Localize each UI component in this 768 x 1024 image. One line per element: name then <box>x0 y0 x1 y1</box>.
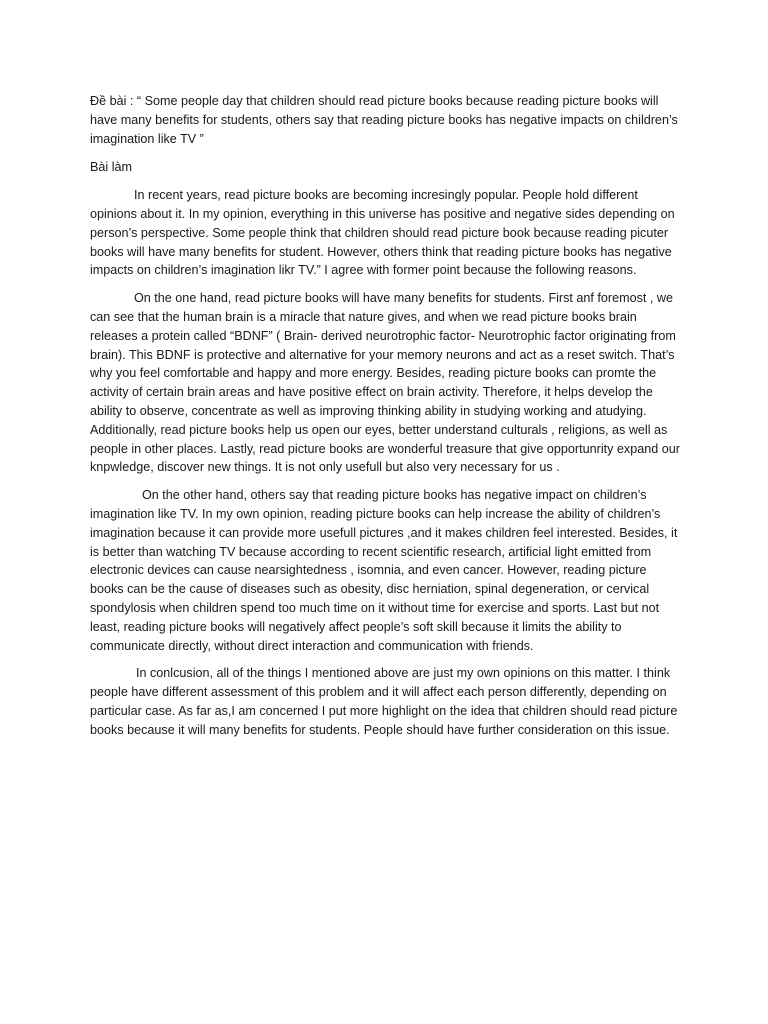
paragraph-benefits: On the one hand, read picture books will have many benefits for students. First anf foremost , we can see that the human brain is a miracle that nature gives, and when we read picture books brain releases a protein called “BDNF” ( Brain- derived neurotrophic factor- Neurotrophic factor originating from brain). This BDNF is protective and alternative for your memory neurons and act as a reset switch. That’s why you feel comfortable and happy and more energy. Besides, reading picture books can promte the activity of certain brain areas and have positive effect on brain activity. Therefore, it helps develop the ability to observe, concentrate as well as improving thinking ability in studying working and atudying. Additionally, read picture books help us open our eyes, better understand culturals , religions, as well as people in other places. Lastly, read picture books are wonderful treasure that give opportunrity expand our knpwledge, discover new things. It is not only usefull but also very necessary for us . <box>90 291 680 475</box>
paragraph-conclusion: In conlcusion, all of the things I mentioned above are just my own opinions on this matter. I think people have different assessment of this problem and it will affect each person differently, depending on particular case. As far as,I am concerned I put more highlight on the idea that children should read picture books because it will many benefits for students. People should have further consideration on this issue. <box>90 666 678 737</box>
answer-label: Bài làm <box>90 160 132 175</box>
paragraph-negative-impacts: On the other hand, others say that reading picture books has negative impact on children’s imagination like TV. In my own opinion, reading picture books can help increase the ability of children’s imagination because it can provide more usefull pictures ,and it makes children feel interested. Besides, it is better than watching TV because according to recent scientific research, artificial light emitted from electronic devices can cause nearsightedness , isomnia, and even cancer. However, reading picture books can be the cause of diseases such as obesity, disc herniation, spinal degeneration, or cervical spondylosis when children spend too much time on it without time for exercise and sports. Last but not least, reading picture books will negatively affect people’s soft skill because it limits the ability to communicate directly, without direct interaction and communication with friends. <box>90 488 678 653</box>
document-body <box>90 92 682 749</box>
essay-prompt: Đề bài : “ Some people day that children should read picture books because reading picture books will have many benefits for students, others say that reading picture books has negative impacts on children’s imagination like TV ” <box>90 94 678 146</box>
paragraph-introduction: In recent years, read picture books are becoming incresingly popular. People hold different opinions about it. In my opinion, everything in this universe has positive and negative sides depending on person’s perspective. Some people think that children should read picture book because reading picuter books will have many benefits for student. However, others think that reading picture books has negative impacts on children’s imagination likr TV.” I agree with former point because the following reasons. <box>90 188 675 278</box>
